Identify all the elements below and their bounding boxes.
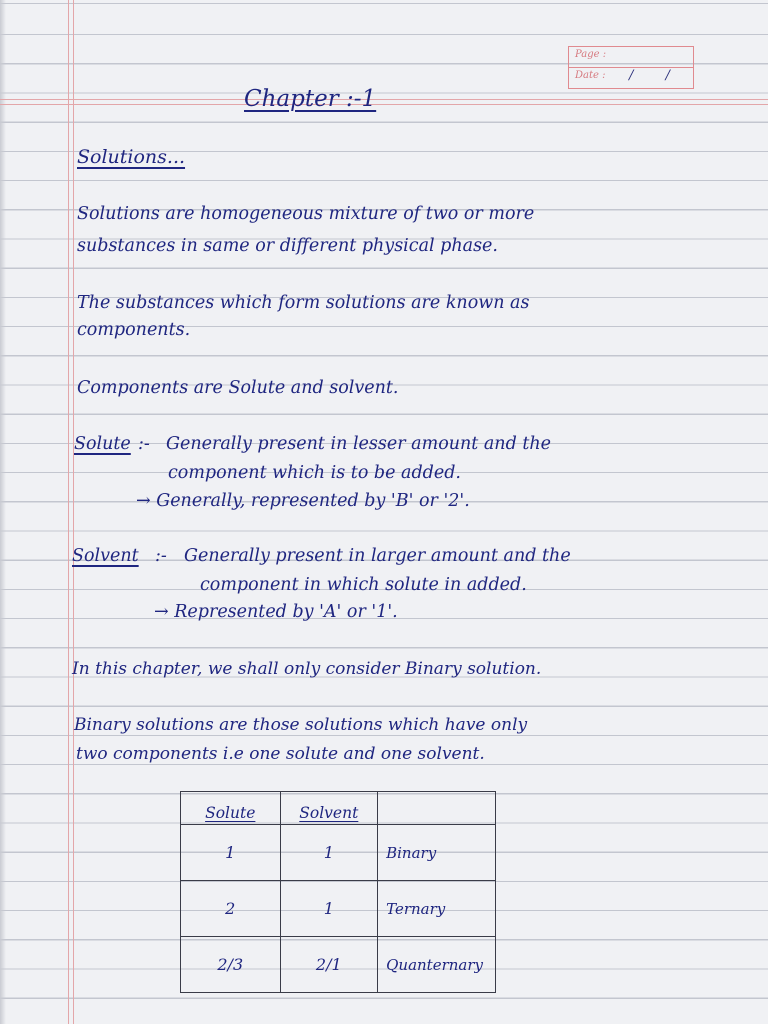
binary-note: In this chapter, we shall only consider Binary solution. <box>72 659 542 679</box>
table-row <box>181 825 496 881</box>
cell-solvent: 2/1 <box>280 937 378 993</box>
date-row <box>569 68 693 88</box>
para-2-line-1: The substances which form solutions are known as <box>77 293 530 313</box>
table-row <box>181 937 496 993</box>
solvent-line-2: component in which solute in added. <box>200 575 527 595</box>
page-label: Page : <box>575 49 607 60</box>
margin-line-left-a <box>68 0 69 1024</box>
solvent-line-1: Generally present in larger amount and the <box>184 546 571 566</box>
solvent-sep: :- <box>155 546 167 566</box>
page-row <box>569 47 693 68</box>
page-date-box <box>568 46 694 89</box>
cell-solute: 2 <box>181 881 281 937</box>
header-solvent: Solvent <box>280 792 378 825</box>
header-solute: Solute <box>181 792 281 825</box>
page-edge-shadow <box>0 0 6 1024</box>
cell-type: Quanternary <box>378 937 496 993</box>
para-1-line-1: Solutions are homogeneous mixture of two or more <box>77 204 535 224</box>
cell-solvent: 1 <box>280 825 378 881</box>
solute-term: Solute <box>74 434 131 454</box>
header-line-a <box>0 99 768 100</box>
cell-solute: 2/3 <box>181 937 281 993</box>
table-row <box>181 881 496 937</box>
binary-def-line-2: two components i.e one solute and one solvent. <box>76 744 485 764</box>
binary-def-line-1: Binary solutions are those solutions which have only <box>74 715 528 735</box>
date-value: / / <box>629 68 684 83</box>
solute-line-2: component which is to be added. <box>168 463 461 483</box>
chapter-title: Chapter :-1 <box>244 86 377 112</box>
header-type <box>378 792 496 825</box>
cell-type: Binary <box>378 825 496 881</box>
para-1-line-2: substances in same or different physical phase. <box>77 236 498 256</box>
header-line-b <box>0 104 768 105</box>
margin-line-left-b <box>73 0 74 1024</box>
solvent-line-3: → Represented by 'A' or '1'. <box>154 602 398 622</box>
cell-type: Ternary <box>378 881 496 937</box>
component-table <box>180 791 496 993</box>
solvent-term: Solvent <box>72 546 139 566</box>
date-label: Date : <box>575 70 606 81</box>
cell-solvent: 1 <box>280 881 378 937</box>
solute-sep: :- <box>138 434 150 454</box>
solute-line-1: Generally present in lesser amount and the <box>166 434 551 454</box>
section-heading: Solutions... <box>77 146 186 168</box>
cell-solute: 1 <box>181 825 281 881</box>
table-header-row <box>181 792 496 825</box>
solute-line-3: → Generally, represented by 'B' or '2'. <box>136 491 470 511</box>
para-3: Components are Solute and solvent. <box>77 378 399 398</box>
para-2-line-2: components. <box>77 320 191 340</box>
